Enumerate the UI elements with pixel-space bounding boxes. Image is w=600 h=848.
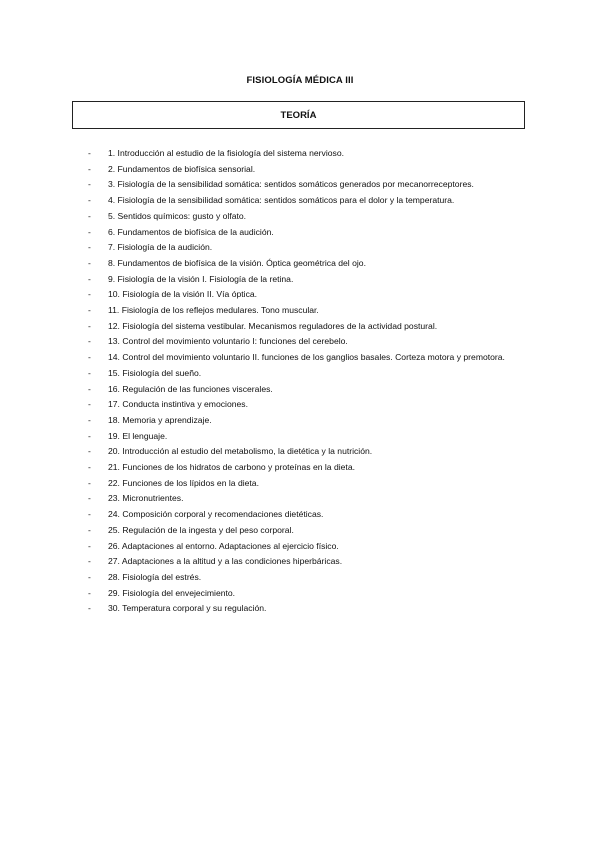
topic-text: 21. Funciones de los hidratos de carbono y proteínas en la dieta. (108, 462, 355, 473)
topic-text: 19. El lenguaje. (108, 430, 168, 441)
list-item (88, 476, 528, 492)
list-bullet: - (88, 210, 91, 221)
topic-text: 24. Composición corporal y recomendaciones dietéticas. (108, 509, 324, 520)
list-bullet: - (88, 367, 91, 378)
topic-text: 16. Regulación de las funciones viscerales. (108, 383, 273, 394)
list-bullet: - (88, 305, 91, 316)
list-item (88, 350, 528, 366)
topic-text: 29. Fisiología del envejecimiento. (108, 587, 236, 598)
topic-list (88, 146, 528, 617)
topic-text: 22. Funciones de los lípidos en la dieta. (108, 477, 259, 488)
topic-text: 10. Fisiología de la visión II. Vía óptica. (108, 289, 258, 300)
topic-text: 28. Fisiología del estrés. (108, 571, 202, 582)
topic-text: 18. Memoria y aprendizaje. (108, 414, 212, 425)
list-item (88, 146, 528, 162)
topic-text: 7. Fisiología de la audición. (108, 242, 213, 253)
list-bullet: - (88, 462, 91, 473)
topic-text: 8. Fundamentos de biofísica de la visión. Óptica geométrica del ojo. (108, 257, 366, 268)
list-item (88, 319, 528, 335)
list-item (88, 523, 528, 539)
topic-text: 23. Micronutrientes. (108, 493, 184, 504)
list-bullet: - (88, 524, 91, 535)
topic-text: 15. Fisiología del sueño. (108, 367, 202, 378)
topic-text: 3. Fisiología de la sensibilidad somática: sentidos somáticos generados por mecanorreceptores. (108, 179, 474, 190)
list-item (88, 601, 528, 617)
topic-text: 27. Adaptaciones a la altitud y a las condiciones hiperbáricas. (108, 556, 343, 567)
topic-text: 30. Temperatura corporal y su regulación. (108, 603, 267, 614)
list-bullet: - (88, 148, 91, 158)
list-item (88, 193, 528, 209)
list-item (88, 429, 528, 445)
topic-text: 9. Fisiología de la visión I. Fisiología de la retina. (108, 273, 294, 284)
topic-text: 5. Sentidos químicos: gusto y olfato. (108, 210, 247, 221)
list-bullet: - (88, 352, 91, 363)
topic-text: 12. Fisiología del sistema vestibular. Mecanismos reguladores de la actividad postural. (108, 320, 438, 331)
list-bullet: - (88, 320, 91, 331)
list-item (88, 382, 528, 398)
list-item (88, 334, 528, 350)
list-bullet: - (88, 242, 91, 253)
list-item (88, 240, 528, 256)
list-bullet: - (88, 195, 91, 206)
list-item (88, 177, 528, 193)
list-bullet: - (88, 556, 91, 567)
topic-text: 6. Fundamentos de biofísica de la audición. (108, 226, 274, 237)
topic-text: 25. Regulación de la ingesta y del peso corporal. (108, 524, 294, 535)
list-item (88, 444, 528, 460)
topic-text: 20. Introducción al estudio del metabolismo, la dietética y la nutrición. (108, 446, 373, 457)
list-item (88, 554, 528, 570)
list-bullet: - (88, 179, 91, 190)
list-bullet: - (88, 414, 91, 425)
list-item (88, 570, 528, 586)
list-bullet: - (88, 163, 91, 174)
list-item (88, 491, 528, 507)
list-item (88, 507, 528, 523)
list-bullet: - (88, 336, 91, 347)
page-title: FISIOLOGÍA MÉDICA III (246, 75, 354, 86)
list-item (88, 539, 528, 555)
list-item (88, 413, 528, 429)
list-item (88, 256, 528, 272)
section-header-box (72, 101, 525, 129)
list-item (88, 303, 528, 319)
list-bullet: - (88, 571, 91, 582)
list-bullet: - (88, 430, 91, 441)
list-bullet: - (88, 603, 91, 614)
list-bullet: - (88, 587, 91, 598)
list-bullet: - (88, 493, 91, 504)
topic-text: 14. Control del movimiento voluntario II. funciones de los ganglios basales. Corteza motora y premotora. (108, 352, 505, 363)
list-bullet: - (88, 509, 91, 520)
list-bullet: - (88, 477, 91, 488)
topic-text: 2. Fundamentos de biofísica sensorial. (108, 163, 256, 174)
list-item (88, 162, 528, 178)
section-heading: TEORÍA (280, 109, 317, 121)
list-item (88, 366, 528, 382)
topic-text: 4. Fisiología de la sensibilidad somática: sentidos somáticos para el dolor y la temperatura. (108, 195, 455, 206)
list-bullet: - (88, 399, 91, 410)
list-bullet: - (88, 540, 91, 551)
list-bullet: - (88, 257, 91, 268)
list-item (88, 272, 528, 288)
topic-text: 11. Fisiología de los reflejos medulares. Tono muscular. (108, 305, 319, 316)
topic-text: 1. Introducción al estudio de la fisiología del sistema nervioso. (108, 148, 344, 158)
topic-text: 17. Conducta instintiva y emociones. (108, 399, 248, 410)
list-item (88, 397, 528, 413)
list-bullet: - (88, 289, 91, 300)
list-bullet: - (88, 226, 91, 237)
list-item (88, 287, 528, 303)
list-item (88, 460, 528, 476)
list-bullet: - (88, 383, 91, 394)
list-item (88, 225, 528, 241)
list-bullet: - (88, 446, 91, 457)
topic-text: 26. Adaptaciones al entorno. Adaptaciones al ejercicio físico. (108, 540, 339, 551)
list-item (88, 586, 528, 602)
list-bullet: - (88, 273, 91, 284)
list-item (88, 209, 528, 225)
topic-text: 13. Control del movimiento voluntario I: funciones del cerebelo. (108, 336, 348, 347)
